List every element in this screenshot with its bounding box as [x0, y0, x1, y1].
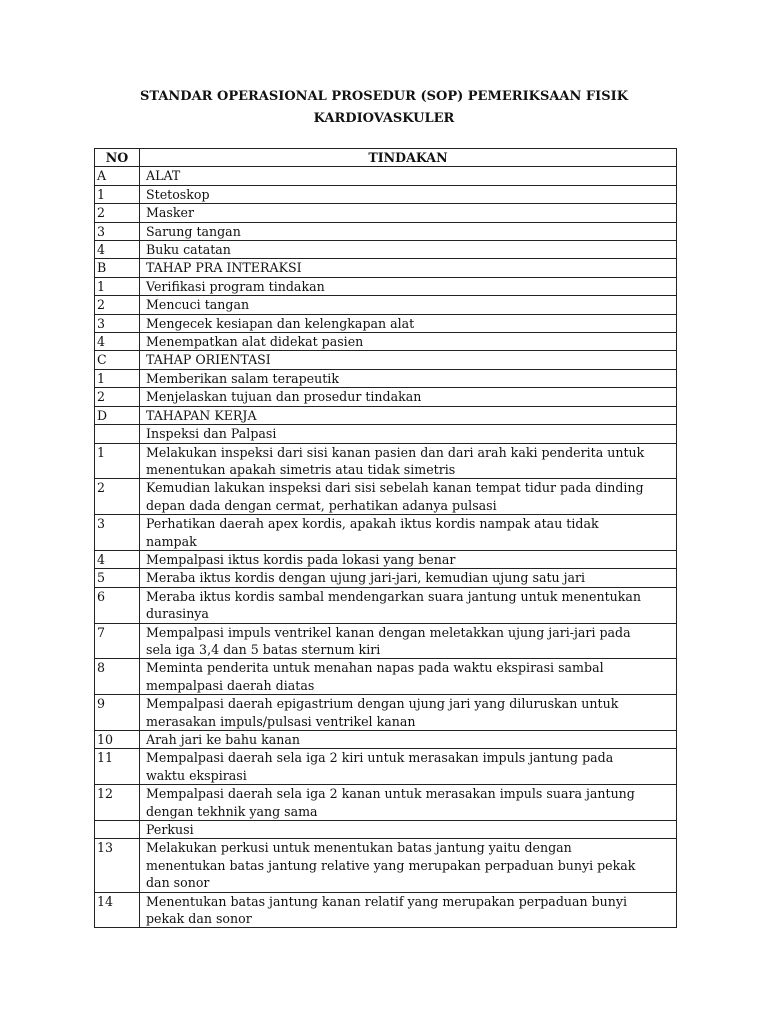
row-number: D — [95, 406, 140, 424]
row-tindakan: TAHAP PRA INTERAKSI — [140, 259, 677, 277]
table-row — [95, 333, 677, 351]
row-number: 14 — [95, 892, 140, 928]
table-row — [95, 369, 677, 387]
row-tindakan — [140, 479, 677, 515]
row-tindakan — [140, 659, 677, 695]
row-tindakan — [140, 695, 677, 731]
row-tindakan-line: menentukan apakah simetris atau tidak simetris — [146, 461, 456, 477]
row-tindakan: Arah jari ke bahu kanan — [140, 731, 677, 749]
row-number — [95, 821, 140, 839]
table-row — [95, 351, 677, 369]
table-row — [95, 515, 677, 551]
row-tindakan: TAHAP ORIENTASI — [140, 351, 677, 369]
row-tindakan: Sarung tangan — [140, 222, 677, 240]
table-row — [95, 731, 677, 749]
table-header-row — [95, 149, 677, 167]
row-tindakan: Stetoskop — [140, 185, 677, 203]
title-line-1: STANDAR OPERASIONAL PROSEDUR (SOP) PEMERIKSAAN FISIK — [139, 89, 628, 104]
row-number: 1 — [95, 443, 140, 479]
document-title — [0, 86, 768, 130]
table-row — [95, 587, 677, 623]
row-tindakan — [140, 839, 677, 892]
row-tindakan-line: Kemudian lakukan inspeksi dari sisi sebelah kanan tempat tidur pada dinding — [146, 480, 644, 496]
row-tindakan — [140, 515, 677, 551]
row-tindakan-line: nampak — [146, 533, 197, 549]
table-row — [95, 241, 677, 259]
row-number: 2 — [95, 388, 140, 406]
row-number: 3 — [95, 222, 140, 240]
row-tindakan: Mencuci tangan — [140, 296, 677, 314]
row-tindakan-line: Perhatikan daerah apex kordis, apakah iktus kordis nampak atau tidak — [146, 516, 599, 532]
row-tindakan-line: Mempalpasi daerah epigastrium dengan ujung jari yang diluruskan untuk — [146, 696, 619, 712]
row-tindakan: Menjelaskan tujuan dan prosedur tindakan — [140, 388, 677, 406]
table-row — [95, 296, 677, 314]
row-number: 6 — [95, 587, 140, 623]
row-tindakan-line: dan sonor — [146, 875, 210, 891]
row-tindakan-line: merasakan impuls/pulsasi ventrikel kanan — [146, 713, 416, 729]
row-tindakan — [140, 785, 677, 821]
table-row — [95, 569, 677, 587]
row-number: 2 — [95, 296, 140, 314]
row-tindakan: Verifikasi program tindakan — [140, 277, 677, 295]
row-tindakan-line: sela iga 3,4 dan 5 batas sternum kiri — [146, 641, 381, 657]
table-row — [95, 406, 677, 424]
header-no: NO — [95, 149, 140, 167]
row-number: 1 — [95, 277, 140, 295]
table-row — [95, 659, 677, 695]
row-tindakan — [140, 892, 677, 928]
row-tindakan: Perkusi — [140, 821, 677, 839]
row-number: 3 — [95, 314, 140, 332]
row-tindakan — [140, 623, 677, 659]
row-tindakan-line: Menentukan batas jantung kanan relatif yang merupakan perpaduan bunyi — [146, 893, 628, 909]
row-number: 9 — [95, 695, 140, 731]
row-tindakan-line: pekak dan sonor — [146, 911, 252, 927]
row-tindakan — [140, 443, 677, 479]
table-row — [95, 259, 677, 277]
row-tindakan-line: Meminta penderita untuk menahan napas pada waktu ekspirasi sambal — [146, 660, 604, 676]
row-number: 2 — [95, 479, 140, 515]
row-tindakan: Menempatkan alat didekat pasien — [140, 333, 677, 351]
table-row — [95, 222, 677, 240]
row-tindakan-line: Melakukan inspeksi dari sisi kanan pasien dan dari arah kaki penderita untuk — [146, 444, 645, 460]
table-row — [95, 695, 677, 731]
table-body — [95, 167, 677, 928]
row-tindakan: ALAT — [140, 167, 677, 185]
table-row — [95, 550, 677, 568]
row-number: 10 — [95, 731, 140, 749]
table-row — [95, 785, 677, 821]
row-tindakan: Meraba iktus kordis dengan ujung jari-jari, kemudian ujung satu jari — [140, 569, 677, 587]
row-number: 1 — [95, 185, 140, 203]
row-number: 11 — [95, 749, 140, 785]
row-tindakan: Buku catatan — [140, 241, 677, 259]
row-tindakan: Memberikan salam terapeutik — [140, 369, 677, 387]
row-tindakan-line: mempalpasi daerah diatas — [146, 677, 315, 693]
row-tindakan: TAHAPAN KERJA — [140, 406, 677, 424]
row-tindakan — [140, 749, 677, 785]
table-row — [95, 479, 677, 515]
row-tindakan-line: Melakukan perkusi untuk menentukan batas jantung yaitu dengan — [146, 840, 572, 856]
row-number: B — [95, 259, 140, 277]
row-number: 8 — [95, 659, 140, 695]
row-tindakan-line: Mempalpasi daerah sela iga 2 kiri untuk merasakan impuls jantung pada — [146, 750, 614, 766]
row-tindakan-line: durasinya — [146, 606, 209, 622]
row-tindakan-line: waktu ekspirasi — [146, 767, 247, 783]
row-tindakan-line: Mempalpasi impuls ventrikel kanan dengan meletakkan ujung jari-jari pada — [146, 624, 631, 640]
header-tindakan: TINDAKAN — [140, 149, 677, 167]
row-number: 4 — [95, 550, 140, 568]
row-number: 2 — [95, 204, 140, 222]
row-number: 4 — [95, 333, 140, 351]
table-row — [95, 425, 677, 443]
table-row — [95, 277, 677, 295]
row-tindakan-line: dengan tekhnik yang sama — [146, 803, 318, 819]
sop-table — [94, 148, 677, 928]
row-number: 12 — [95, 785, 140, 821]
table-row — [95, 314, 677, 332]
table-row — [95, 749, 677, 785]
table-row — [95, 204, 677, 222]
row-tindakan: Masker — [140, 204, 677, 222]
table-row — [95, 623, 677, 659]
row-tindakan: Inspeksi dan Palpasi — [140, 425, 677, 443]
table-row — [95, 388, 677, 406]
row-tindakan: Mengecek kesiapan dan kelengkapan alat — [140, 314, 677, 332]
row-tindakan-line: Meraba iktus kordis sambal mendengarkan suara jantung untuk menentukan — [146, 588, 642, 604]
row-tindakan: Mempalpasi iktus kordis pada lokasi yang benar — [140, 550, 677, 568]
row-number: C — [95, 351, 140, 369]
row-number: 1 — [95, 369, 140, 387]
row-number — [95, 425, 140, 443]
row-number: A — [95, 167, 140, 185]
table-row — [95, 821, 677, 839]
table-row — [95, 185, 677, 203]
row-number: 4 — [95, 241, 140, 259]
table-row — [95, 839, 677, 892]
table-row — [95, 167, 677, 185]
row-tindakan — [140, 587, 677, 623]
row-number: 13 — [95, 839, 140, 892]
row-number: 7 — [95, 623, 140, 659]
row-tindakan-line: depan dada dengan cermat, perhatikan adanya pulsasi — [146, 497, 497, 513]
row-number: 5 — [95, 569, 140, 587]
row-tindakan-line: menentukan batas jantung relative yang merupakan perpaduan bunyi pekak — [146, 857, 636, 873]
table-row — [95, 443, 677, 479]
table-row — [95, 892, 677, 928]
row-tindakan-line: Mempalpasi daerah sela iga 2 kanan untuk merasakan impuls suara jantung — [146, 786, 635, 802]
title-line-2: KARDIOVASKULER — [313, 111, 455, 126]
row-number: 3 — [95, 515, 140, 551]
